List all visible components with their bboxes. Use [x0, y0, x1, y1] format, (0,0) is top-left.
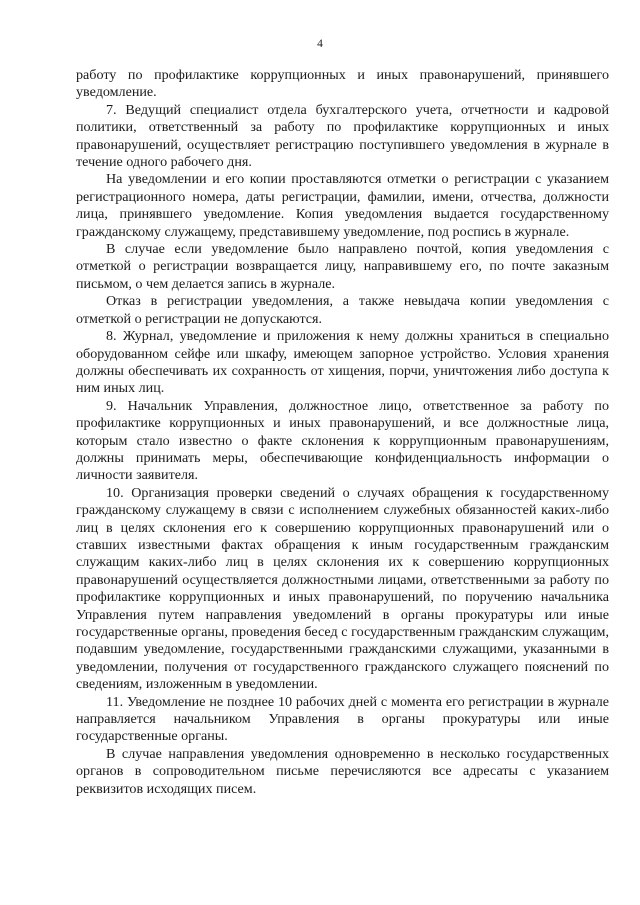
paragraph-item-11: 11. Уведомление не позднее 10 рабочих дней с момента его регистрации в журнале направляется начальником Управления в органы прокуратуры или иные государственные органы.: [76, 693, 609, 745]
document-body: [76, 67, 609, 798]
paragraph-item-10: 10. Организация проверки сведений о случаях обращения к государственному гражданскому служащему в связи с исполнением служебных обязанностей каких-либо лиц в целях склонения его к совершению коррупционных правонарушений или о ставших известными фактах обращения к иным государственным гражданским служащим каких-либо лиц в целях склонения их к совершению коррупционных правонарушений осуществляется должностными лицами, ответственными за работу по профилактике коррупционных и иных правонарушений, по поручению начальника Управления путем направления уведомлений в органы прокуратуры или иные государственные органы, проведения бесед с государственным гражданским служащим, подавшим уведомление, государственными гражданскими служащими, указанными в уведомлении, получения от государственного гражданского служащего пояснений по сведениям, изложенным в уведомлении.: [76, 484, 609, 693]
paragraph-item-9: 9. Начальник Управления, должностное лицо, ответственное за работу по профилактике коррупционных и иных правонарушений, и все должностные лица, которым стало известно о факте склонения к коррупционным правонарушениям, должны принимать меры, обеспечивающие конфиденциальность информации о личности заявителя.: [76, 397, 609, 484]
paragraph-item-7: 7. Ведущий специалист отдела бухгалтерского учета, отчетности и кадровой политики, ответственный за работу по профилактике коррупционных и иных правонарушений, осуществляет регистрацию поступившего уведомления в журнале в течение одного рабочего дня.: [76, 101, 609, 171]
paragraph-multiple-recipients: В случае направления уведомления одновременно в несколько государственных органов в сопроводительном письме перечисляются все адресаты с указанием реквизитов исходящих писем.: [76, 745, 609, 797]
page-number: 4: [317, 38, 323, 50]
paragraph-registration-marks: На уведомлении и его копии проставляются отметки о регистрации с указанием регистрационного номера, даты регистрации, фамилии, имени, отчества, должности лица, принявшего уведомление. Копия уведомления выдается государственному гражданскому служащему, представившему уведомление, под роспись в журнале.: [76, 171, 609, 240]
paragraph-postal-notification: В случае если уведомление было направлено почтой, копия уведомления с отметкой о регистрации возвращается лицу, направившему его, по почте заказным письмом, о чем делается запись в журнале.: [76, 241, 609, 292]
paragraph-item-8: 8. Журнал, уведомление и приложения к нему должны храниться в специально оборудованном сейфе или шкафу, имеющем запорное устройство. Условия хранения должны обеспечивать их сохранность от хищения, порчи, уничтожения либо доступа к ним иных лиц.: [76, 328, 609, 397]
paragraph-refusal: Отказ в регистрации уведомления, а также невыдача копии уведомления с отметкой о регистрации не допускаются.: [76, 293, 609, 327]
paragraph-continuation: работу по профилактике коррупционных и иных правонарушений, принявшего уведомление.: [76, 67, 609, 101]
